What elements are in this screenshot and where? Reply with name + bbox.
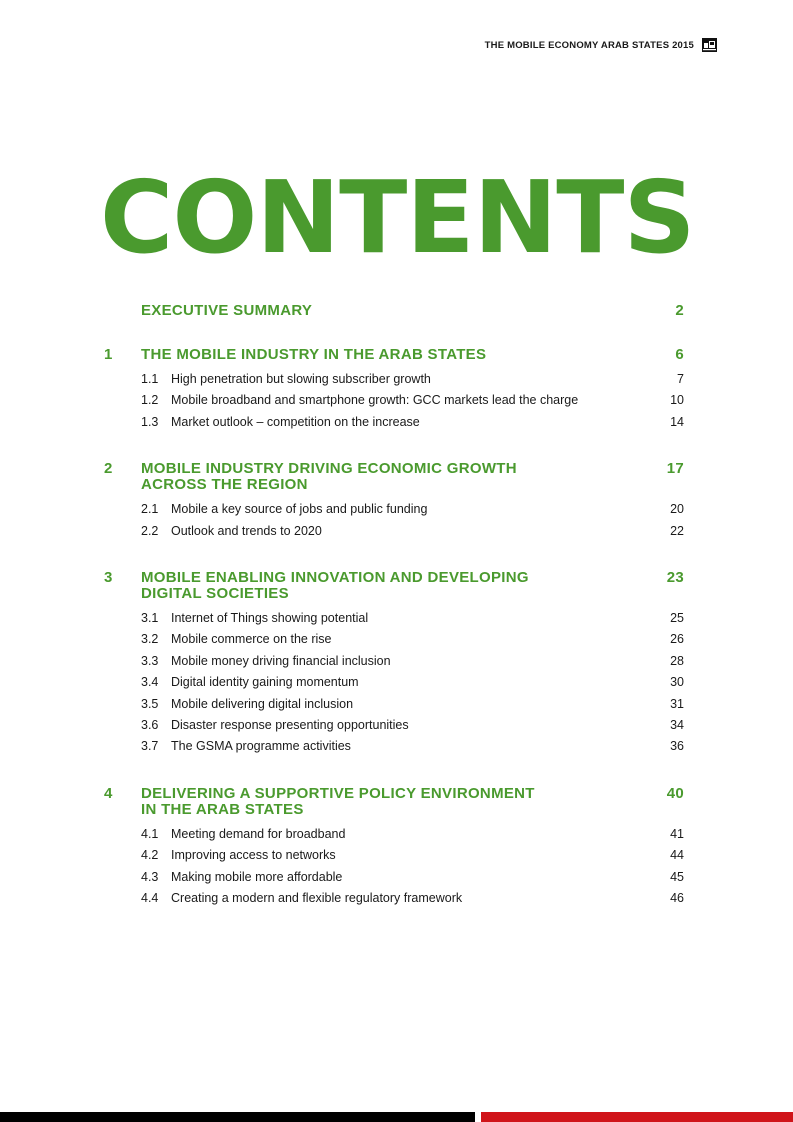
- subsection-title: Creating a modern and flexible regulatory framework: [171, 891, 463, 906]
- toc-section-executive-summary: [104, 303, 684, 319]
- subsection-title: Mobile commerce on the rise: [171, 632, 332, 647]
- section-title: THE MOBILE INDUSTRY IN THE ARAB STATES: [141, 346, 487, 363]
- toc-section-4: [104, 786, 684, 910]
- report-title: THE MOBILE ECONOMY ARAB STATES 2015: [484, 39, 694, 51]
- toc-section-2: [104, 461, 684, 542]
- subsection-list: [104, 499, 684, 542]
- subsection-title: The GSMA programme activities: [171, 739, 351, 754]
- subsection-number: 4.3: [141, 869, 159, 884]
- subsection-page-number: 7: [677, 372, 684, 386]
- subsection-page-number: 31: [670, 696, 684, 711]
- toc-subsection-item[interactable]: [104, 651, 684, 672]
- section-number: 2: [104, 460, 113, 478]
- subsection-page-number: 46: [670, 891, 684, 906]
- toc-subsection-item[interactable]: [104, 845, 684, 866]
- table-of-contents: [104, 303, 684, 910]
- toc-subsection-item[interactable]: [104, 369, 684, 390]
- subsection-title: Mobile broadband and smartphone growth: GCC markets lead the charge: [171, 393, 579, 408]
- section-number: 4: [104, 784, 113, 802]
- subsection-title: Internet of Things showing potential: [171, 611, 369, 626]
- subsection-number: 1.2: [141, 393, 159, 408]
- section-page-number: 40: [666, 784, 684, 802]
- subsection-page-number: 25: [670, 611, 684, 626]
- section-page-number: 2: [675, 302, 684, 319]
- toc-section-3: [104, 570, 684, 758]
- subsection-number: 1.1: [141, 372, 159, 386]
- subsection-number: 3.6: [141, 718, 159, 733]
- toc-subsection-item[interactable]: [104, 736, 684, 757]
- gsma-logo-icon: [702, 38, 717, 52]
- toc-section-heading[interactable]: [104, 303, 684, 319]
- subsection-title: Digital identity gaining momentum: [171, 675, 359, 690]
- subsection-page-number: 14: [670, 414, 684, 429]
- subsection-number: 1.3: [141, 414, 159, 429]
- subsection-number: 2.1: [141, 502, 159, 517]
- toc-subsection-item[interactable]: [104, 499, 684, 520]
- toc-subsection-item[interactable]: [104, 608, 684, 629]
- subsection-title: Disaster response presenting opportunities: [171, 718, 409, 733]
- subsection-number: 3.5: [141, 696, 159, 711]
- section-title: MOBILE ENABLING INNOVATION AND DEVELOPING DIGITAL SOCIETIES: [141, 569, 529, 603]
- toc-subsection-item[interactable]: [104, 888, 684, 909]
- toc-subsection-item[interactable]: [104, 672, 684, 693]
- toc-section-heading[interactable]: [104, 786, 684, 818]
- subsection-page-number: 10: [670, 393, 684, 408]
- subsection-title: Improving access to networks: [171, 848, 336, 863]
- subsection-list: [104, 608, 684, 758]
- subsection-title: Market outlook – competition on the increase: [171, 414, 420, 429]
- subsection-number: 3.2: [141, 632, 159, 647]
- subsection-title: Meeting demand for broadband: [171, 826, 346, 841]
- toc-subsection-item[interactable]: [104, 694, 684, 715]
- section-number: 3: [104, 569, 113, 587]
- subsection-page-number: 20: [670, 502, 684, 517]
- toc-subsection-item[interactable]: [104, 521, 684, 542]
- toc-subsection-item[interactable]: [104, 715, 684, 736]
- toc-subsection-item[interactable]: [104, 390, 684, 411]
- toc-subsection-item[interactable]: [104, 824, 684, 845]
- subsection-title: Mobile delivering digital inclusion: [171, 696, 354, 711]
- section-title: DELIVERING A SUPPORTIVE POLICY ENVIRONMENT IN THE ARAB STATES: [141, 784, 535, 818]
- subsection-page-number: 30: [670, 675, 684, 690]
- subsection-title: Outlook and trends to 2020: [171, 523, 322, 538]
- subsection-page-number: 36: [670, 739, 684, 754]
- subsection-number: 3.3: [141, 653, 159, 668]
- subsection-number: 3.4: [141, 675, 159, 690]
- section-number: 1: [104, 346, 113, 363]
- toc-section-heading[interactable]: [104, 347, 684, 363]
- section-title: MOBILE INDUSTRY DRIVING ECONOMIC GROWTH ACROSS THE REGION: [141, 460, 517, 494]
- subsection-title: Mobile money driving financial inclusion: [171, 653, 391, 668]
- subsection-page-number: 34: [670, 718, 684, 733]
- subsection-title: High penetration but slowing subscriber growth: [171, 372, 431, 386]
- footer-bar-red: [481, 1112, 793, 1122]
- subsection-list: [104, 369, 684, 433]
- toc-section-heading[interactable]: [104, 461, 684, 493]
- subsection-list: [104, 824, 684, 910]
- subsection-number: 4.1: [141, 826, 159, 841]
- subsection-title: Mobile a key source of jobs and public funding: [171, 502, 428, 517]
- subsection-page-number: 22: [670, 523, 684, 538]
- toc-section-heading[interactable]: [104, 570, 684, 602]
- footer-bar-black: [0, 1112, 475, 1122]
- section-page-number: 6: [675, 346, 684, 363]
- toc-section-1: [104, 347, 684, 433]
- section-title: EXECUTIVE SUMMARY: [141, 302, 313, 319]
- page-title: CONTENTS: [100, 159, 695, 276]
- subsection-number: 3.7: [141, 739, 159, 754]
- subsection-title: Making mobile more affordable: [171, 869, 343, 884]
- toc-subsection-item[interactable]: [104, 412, 684, 433]
- page-header: [485, 38, 717, 52]
- toc-subsection-item[interactable]: [104, 629, 684, 650]
- subsection-number: 2.2: [141, 523, 159, 538]
- section-page-number: 23: [666, 569, 684, 587]
- toc-subsection-item[interactable]: [104, 867, 684, 888]
- subsection-page-number: 26: [670, 632, 684, 647]
- subsection-page-number: 28: [670, 653, 684, 668]
- section-page-number: 17: [666, 460, 684, 478]
- subsection-page-number: 45: [670, 869, 684, 884]
- subsection-page-number: 44: [670, 848, 684, 863]
- subsection-number: 4.4: [141, 891, 159, 906]
- subsection-page-number: 41: [670, 826, 684, 841]
- subsection-number: 3.1: [141, 611, 159, 626]
- subsection-number: 4.2: [141, 848, 159, 863]
